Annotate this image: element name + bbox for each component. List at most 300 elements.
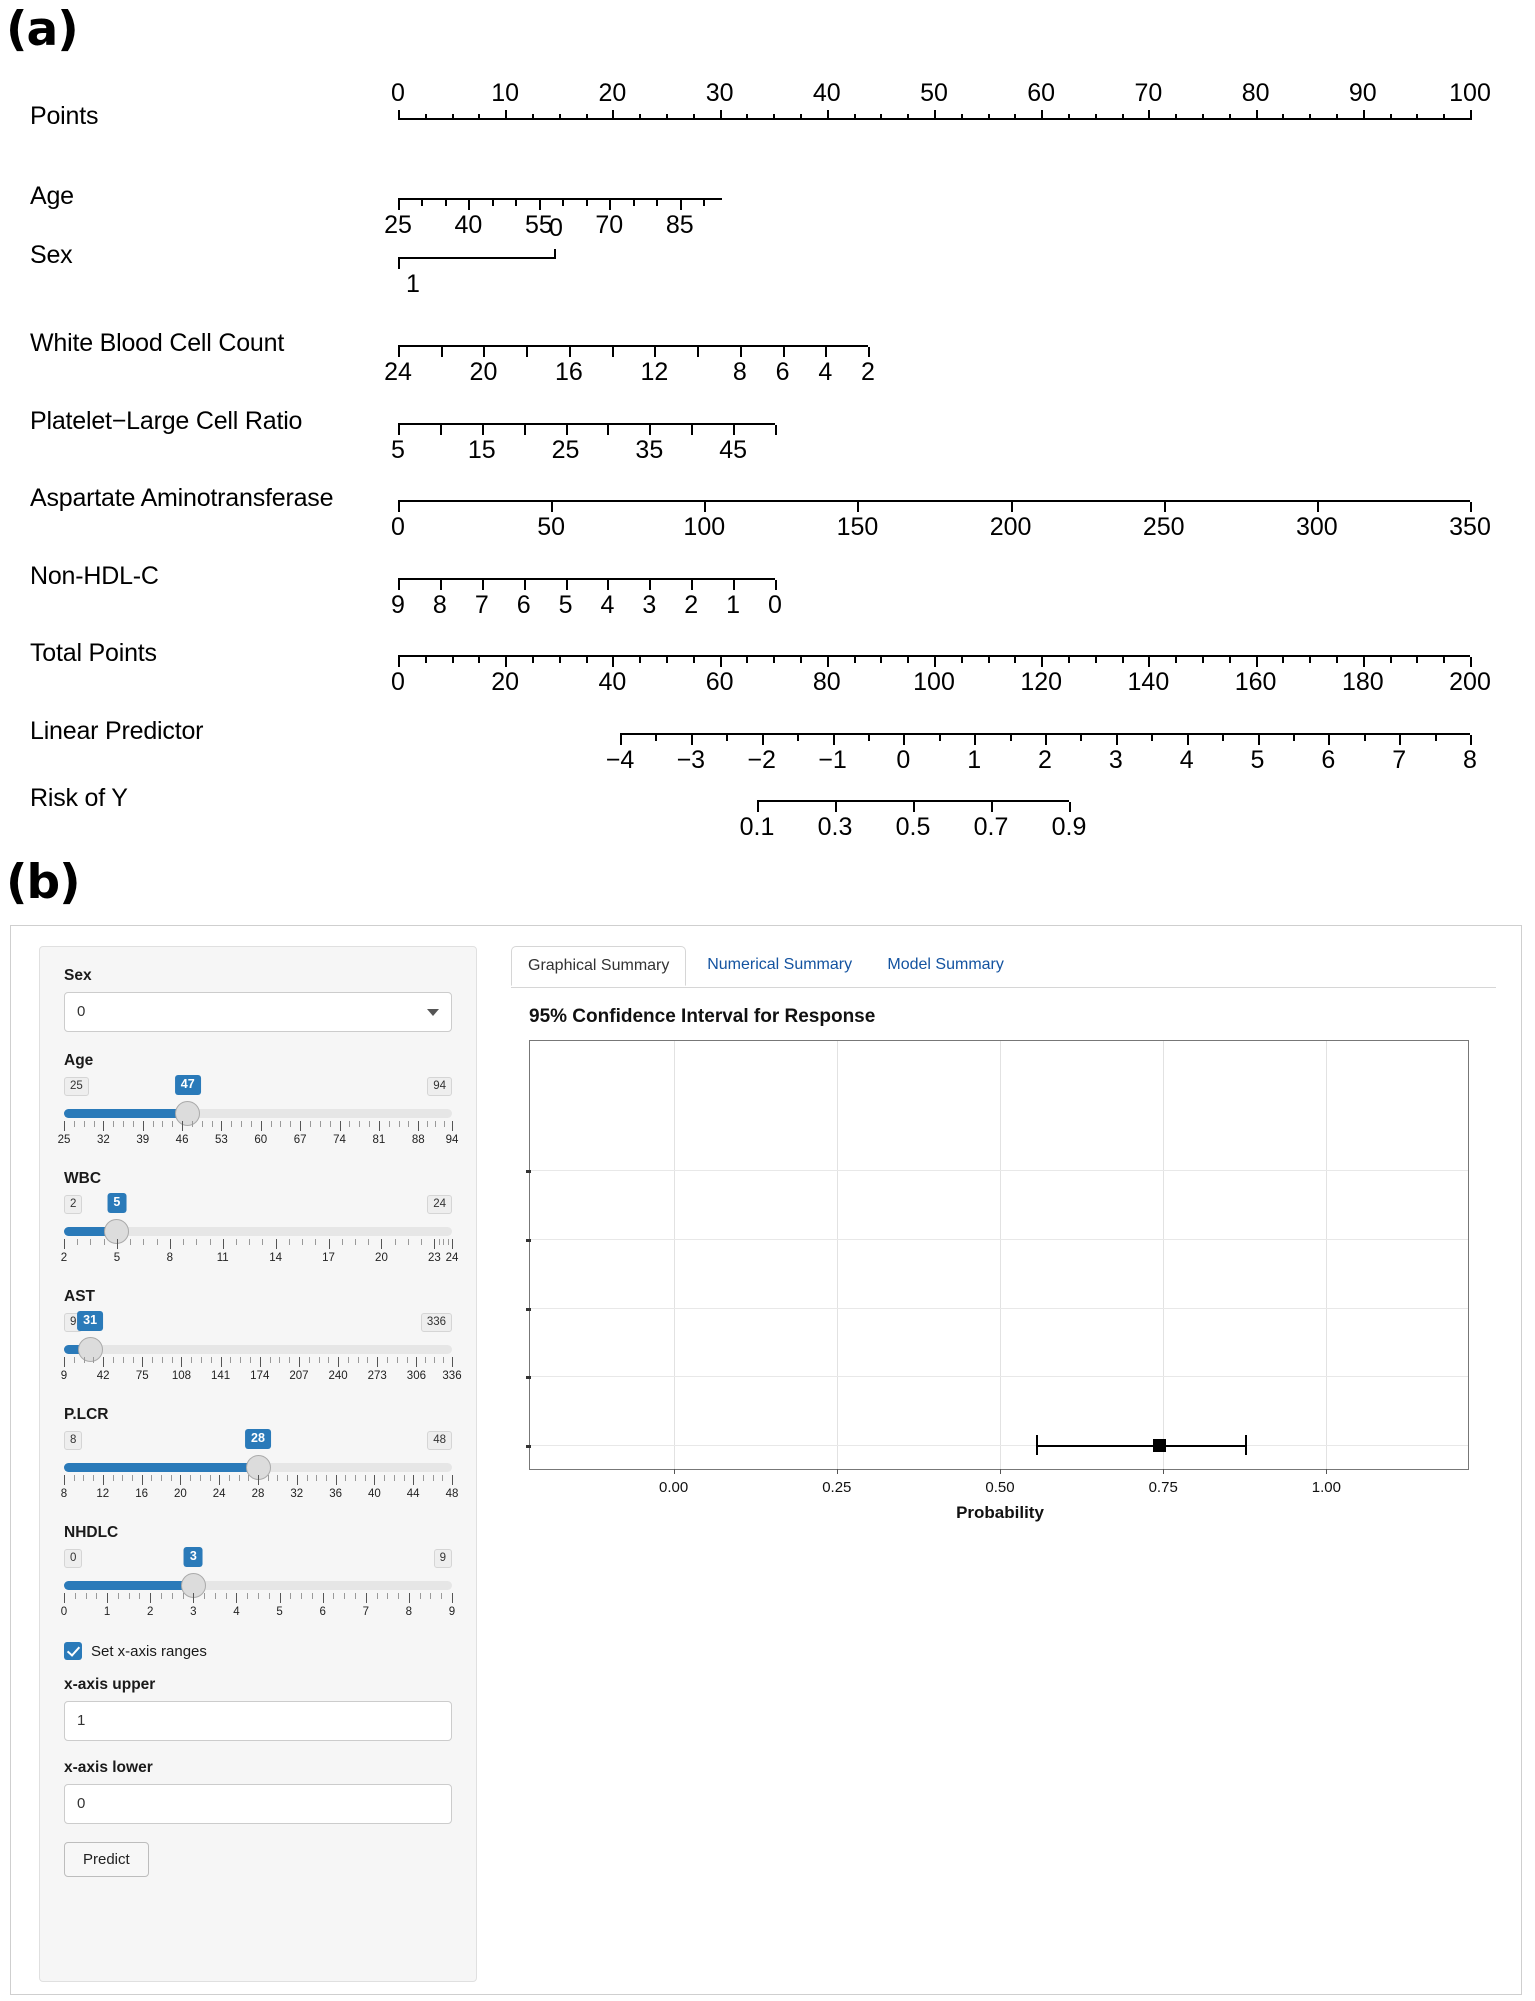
- slider-tick: [64, 1357, 65, 1367]
- plot-gridline-vertical: [1000, 1041, 1001, 1469]
- nomogram-tick-label: 1: [406, 270, 420, 298]
- nomogram-tick: [1317, 502, 1319, 512]
- slider-minor-tick: [348, 1357, 349, 1363]
- slider-track[interactable]: [64, 1345, 452, 1354]
- slider-minor-tick: [279, 1357, 280, 1363]
- slider-minor-tick: [90, 1239, 91, 1245]
- nomogram-tick: [468, 200, 470, 210]
- nomogram-minor-tick: [800, 657, 802, 663]
- slider-minor-tick: [309, 1357, 310, 1363]
- nomogram-minor-tick: [693, 657, 695, 663]
- slider-minor-tick: [289, 1357, 290, 1363]
- slider-area[interactable]: [60, 1431, 459, 1507]
- slider-minor-tick: [434, 1357, 435, 1363]
- slider-minor-tick: [387, 1593, 388, 1599]
- slider-minor-tick: [421, 1239, 422, 1245]
- tab-numerical-summary[interactable]: Numerical Summary: [707, 956, 853, 973]
- slider-tick-label: 207: [289, 1370, 309, 1382]
- slider-tick-label: 8: [166, 1252, 174, 1264]
- nomogram-minor-tick: [1202, 657, 1204, 663]
- nomogram-tick: [1041, 110, 1043, 120]
- slider-minor-tick: [191, 1357, 192, 1363]
- nomogram-minor-tick: [452, 657, 454, 663]
- slider-minor-tick: [355, 1475, 356, 1481]
- nomogram-tick-label: 0.3: [817, 813, 853, 841]
- slider-minor-tick: [74, 1475, 75, 1481]
- slider-age[interactable]: [57, 1052, 459, 1153]
- slider-minor-tick: [74, 1121, 75, 1127]
- nomogram-tick: [398, 200, 400, 210]
- nomogram-tick: [1470, 735, 1472, 745]
- nomogram-minor-tick: [532, 657, 534, 663]
- slider-minor-tick: [118, 1593, 119, 1599]
- slider-tick: [221, 1121, 222, 1131]
- plot-gridline-vertical: [837, 1041, 838, 1469]
- slider-tick-label: 67: [293, 1134, 307, 1146]
- confidence-interval-plot: [529, 1040, 1469, 1522]
- nomogram-minor-tick: [693, 114, 695, 120]
- nomogram-minor-tick: [746, 114, 748, 120]
- nomogram-tick-label: 40: [598, 668, 627, 696]
- nomogram-tick: [757, 802, 759, 812]
- slider-minor-tick: [271, 1121, 272, 1127]
- nomogram-tick: [569, 347, 571, 357]
- slider-label: NHDLC: [64, 1524, 119, 1541]
- slider-area[interactable]: [60, 1195, 459, 1271]
- nomogram-minor-tick: [478, 114, 480, 120]
- nomogram-tick: [1116, 735, 1118, 745]
- nomogram-tick: [1187, 735, 1189, 745]
- nomogram-tick: [733, 580, 735, 590]
- x-axis-lower-input[interactable]: 0: [64, 1784, 452, 1824]
- slider-tick-label: 240: [328, 1370, 348, 1382]
- slider-tick-label: 12: [96, 1488, 110, 1500]
- nomogram-tick-label: 350: [1449, 513, 1491, 541]
- nomogram-tick-label: 100: [1449, 79, 1491, 107]
- slider-minor-tick: [377, 1593, 378, 1599]
- slider-tick-label: 28: [251, 1488, 265, 1500]
- sex-label: Sex: [64, 967, 92, 984]
- nomogram-minor-tick: [961, 114, 963, 120]
- plot-x-tick: [837, 1469, 838, 1474]
- nomogram-tick-label: 45: [719, 436, 748, 464]
- slider-tick-label: 81: [372, 1134, 386, 1146]
- nomogram-tick-label: 24: [384, 358, 412, 386]
- nomogram-row-label: Linear Predictor: [30, 717, 204, 745]
- nomogram-tick-label: 15: [467, 436, 496, 464]
- sex-select[interactable]: [64, 992, 452, 1032]
- slider-minor-tick: [75, 1593, 76, 1599]
- nomogram-minor-tick: [797, 735, 799, 741]
- slider-minor-tick: [251, 1121, 252, 1127]
- slider-minor-tick: [407, 1357, 408, 1363]
- nomogram-tick-label: 12: [640, 358, 669, 386]
- slider-minor-tick: [408, 1121, 409, 1127]
- nomogram-tick-label: 5: [558, 591, 573, 619]
- x-axis-upper-group: [64, 1676, 452, 1741]
- nomogram-tick: [398, 110, 400, 120]
- slider-min-label: 25: [64, 1077, 89, 1096]
- nomogram-minor-tick: [559, 657, 561, 663]
- slider-minor-tick: [443, 1239, 444, 1245]
- slider-tick: [409, 1593, 410, 1603]
- nomogram-minor-tick: [1364, 735, 1366, 741]
- slider-minor-tick: [290, 1121, 291, 1127]
- slider-minor-tick: [96, 1593, 97, 1599]
- nomogram-tick-label: 20: [469, 358, 498, 386]
- slider-tick-label: 74: [333, 1134, 346, 1146]
- plot-gridline-horizontal: [530, 1239, 1468, 1240]
- slider-value-bubble: 47: [175, 1075, 201, 1095]
- slider-tick-label: 9: [448, 1606, 456, 1618]
- slider-tick: [143, 1121, 144, 1131]
- slider-minor-tick: [93, 1357, 94, 1363]
- nomogram-minor-tick: [586, 114, 588, 120]
- slider-minor-tick: [394, 1475, 395, 1481]
- nomogram-minor-tick: [421, 200, 423, 206]
- slider-tick-label: 25: [57, 1134, 71, 1146]
- nomogram-tick: [1363, 110, 1365, 120]
- x-axis-upper-input[interactable]: 1: [64, 1701, 452, 1741]
- nomogram-tick-label: 7: [474, 591, 489, 619]
- nomogram-tick: [609, 200, 611, 210]
- nomogram-minor-tick: [1336, 657, 1338, 663]
- slider-minor-tick: [133, 1357, 134, 1363]
- nomogram-tick-label: 4: [600, 591, 615, 619]
- ci-point-estimate-marker: [1153, 1439, 1166, 1452]
- slider-area[interactable]: [60, 1549, 456, 1625]
- plot-gridline-horizontal: [530, 1376, 1468, 1377]
- slider-minor-tick: [123, 1357, 124, 1363]
- nomogram-tick: [1470, 657, 1472, 667]
- slider-minor-tick: [316, 1475, 317, 1481]
- slider-minor-tick: [104, 1239, 105, 1245]
- slider-minor-tick: [151, 1475, 152, 1481]
- nomogram-tick: [649, 425, 651, 435]
- slider-tick-label: 20: [173, 1488, 187, 1500]
- slider-minor-tick: [113, 1475, 114, 1481]
- nomogram-minor-tick: [1282, 114, 1284, 120]
- plot-gridline-vertical: [674, 1041, 675, 1469]
- nomogram-tick: [1258, 735, 1260, 745]
- nomogram-tick-label: 8: [432, 591, 447, 619]
- nomogram-row-label: Aspartate Aminotransferase: [30, 484, 334, 512]
- nomogram-tick-label: 300: [1295, 513, 1338, 541]
- slider-minor-tick: [130, 1239, 131, 1245]
- slider-minor-tick: [161, 1593, 162, 1599]
- nomogram-panel: [0, 0, 1535, 880]
- slider-minor-tick: [326, 1475, 327, 1481]
- nomogram-row-label: Total Points: [30, 639, 157, 667]
- slider-minor-tick: [172, 1121, 173, 1127]
- slider-tick: [340, 1121, 341, 1131]
- slider-minor-tick: [355, 1239, 356, 1245]
- slider-tick-label: 5: [113, 1252, 121, 1264]
- slider-min-label: 9: [64, 1313, 82, 1332]
- slider-area[interactable]: [60, 1313, 462, 1389]
- slider-nhdlc[interactable]: [60, 1524, 456, 1625]
- slider-ast[interactable]: [60, 1288, 462, 1389]
- nomogram-axis: [391, 578, 782, 619]
- slider-minor-tick: [345, 1475, 346, 1481]
- nomogram-row-label: Non-HDL-C: [30, 562, 159, 590]
- slider-tick: [381, 1239, 382, 1249]
- slider-tick-label: 9: [60, 1370, 68, 1382]
- nomogram-tick: [1256, 657, 1258, 667]
- plot-x-tick-label: 0.00: [659, 1479, 689, 1496]
- slider-tick: [64, 1593, 65, 1603]
- slider-minor-tick: [200, 1475, 201, 1481]
- nomogram-minor-tick: [1309, 657, 1311, 663]
- slider-minor-tick: [280, 1121, 281, 1127]
- slider-minor-tick: [93, 1475, 94, 1481]
- slider-tick: [300, 1121, 301, 1131]
- nomogram-tick-label: 100: [913, 668, 955, 696]
- nomogram-tick-label: 85: [665, 211, 694, 239]
- slider-tick-label: 46: [175, 1134, 189, 1146]
- slider-minor-tick: [287, 1475, 288, 1481]
- nomogram-tick-label: 0: [768, 591, 782, 619]
- slider-minor-tick: [183, 1239, 184, 1245]
- slider-minor-tick: [398, 1593, 399, 1599]
- slider-tick: [413, 1475, 414, 1485]
- nomogram-tick-label: 80: [1241, 79, 1270, 107]
- slider-minor-tick: [153, 1121, 154, 1127]
- slider-minor-tick: [83, 1475, 84, 1481]
- slider-tick: [377, 1357, 378, 1367]
- tab-graphical-summary[interactable]: Graphical Summary: [511, 946, 686, 986]
- nomogram-tick-label: 6: [516, 591, 531, 619]
- nomogram-tick: [680, 200, 682, 210]
- slider-tick-label: 24: [212, 1488, 226, 1500]
- slider-minor-tick: [289, 1239, 290, 1245]
- nomogram-minor-tick: [562, 200, 564, 206]
- slider-wbc[interactable]: [60, 1170, 459, 1271]
- nomogram-tick-label: 30: [705, 79, 734, 107]
- slider-minor-tick: [201, 1357, 202, 1363]
- slider-tick-label: 306: [406, 1370, 426, 1382]
- slider-tick-label: 32: [290, 1488, 304, 1500]
- nomogram-tick: [991, 802, 993, 812]
- nomogram-tick: [1045, 735, 1047, 745]
- slider-tick: [366, 1593, 367, 1603]
- slider-tick: [452, 1475, 453, 1485]
- slider-minor-tick: [397, 1357, 398, 1363]
- nomogram-tick: [857, 502, 859, 512]
- nomogram-axis: [384, 345, 875, 386]
- nomogram-minor-tick: [445, 200, 447, 206]
- nomogram-minor-tick: [939, 735, 941, 741]
- nomogram-tick-label: 120: [1020, 668, 1063, 696]
- sidebar-inputs: [39, 946, 477, 1982]
- nomogram-tick-label: 60: [1027, 79, 1056, 107]
- slider-tick: [181, 1357, 182, 1367]
- nomogram-tick-label: 6: [1321, 746, 1336, 774]
- slider-minor-tick: [212, 1121, 213, 1127]
- slider-tick-label: 48: [445, 1488, 459, 1500]
- shiny-app-panel: [10, 925, 1522, 1995]
- slider-label: Age: [64, 1052, 94, 1069]
- nomogram-tick-label: 10: [491, 79, 520, 107]
- plot-y-tick: [526, 1376, 531, 1379]
- slider-tick-label: 32: [96, 1134, 110, 1146]
- set-x-axis-ranges-label: Set x-axis ranges: [91, 1642, 207, 1660]
- nomogram-minor-tick: [1095, 657, 1097, 663]
- slider-p-lcr[interactable]: [60, 1406, 459, 1507]
- nomogram-tick: [835, 802, 837, 812]
- nomogram-minor-tick: [586, 657, 588, 663]
- nomogram-tick: [775, 425, 777, 435]
- nomogram-minor-tick: [907, 114, 909, 120]
- nomogram-tick: [1011, 502, 1013, 512]
- slider-minor-tick: [84, 1357, 85, 1363]
- nomogram-minor-tick: [656, 200, 658, 206]
- slider-minor-tick: [269, 1593, 270, 1599]
- slider-minor-tick: [139, 1593, 140, 1599]
- plot-x-axis-title: Probability: [956, 1503, 1044, 1522]
- nomogram-minor-tick: [907, 657, 909, 663]
- set-x-axis-ranges-checkbox[interactable]: [64, 1642, 82, 1660]
- nomogram-axis: [391, 79, 1491, 120]
- slider-tick: [452, 1121, 453, 1131]
- tab-model-summary[interactable]: Model Summary: [887, 956, 1004, 973]
- nomogram-tick-label: 3: [642, 591, 657, 619]
- slider-tick-label: 44: [406, 1488, 420, 1500]
- slider-minor-tick: [84, 1121, 85, 1127]
- set-x-axis-ranges-row[interactable]: [64, 1642, 452, 1660]
- nomogram-minor-tick: [425, 657, 427, 663]
- slider-max-label: 48: [427, 1431, 452, 1450]
- nomogram-tick: [440, 580, 442, 590]
- nomogram-tick: [1148, 657, 1150, 667]
- slider-minor-tick: [301, 1593, 302, 1599]
- nomogram-tick-label: 250: [1142, 513, 1185, 541]
- predict-button[interactable]: Predict: [64, 1842, 149, 1877]
- plot-x-tick: [1326, 1469, 1327, 1474]
- plot-x-tick-label: 1.00: [1311, 1479, 1341, 1496]
- nomogram-minor-tick: [492, 200, 494, 206]
- nomogram-tick-label: 9: [391, 591, 405, 619]
- nomogram-tick: [704, 502, 706, 512]
- slider-tick: [261, 1121, 262, 1131]
- nomogram-tick: [649, 580, 651, 590]
- slider-minor-tick: [236, 1239, 237, 1245]
- slider-minor-tick: [312, 1593, 313, 1599]
- nomogram-minor-tick: [1229, 657, 1231, 663]
- slider-min-label: 8: [64, 1431, 82, 1450]
- nomogram-tick-label: 3: [1108, 746, 1123, 774]
- nomogram-tick-label: 20: [491, 668, 520, 696]
- nomogram-axis: [384, 198, 722, 239]
- nomogram-minor-tick: [1229, 114, 1231, 120]
- nomogram-tick-label: 100: [683, 513, 726, 541]
- nomogram-tick: [539, 200, 541, 210]
- slider-tick: [219, 1475, 220, 1485]
- nomogram-tick-label: 0.1: [739, 813, 775, 841]
- slider-minor-tick: [240, 1357, 241, 1363]
- nomogram-minor-tick: [1435, 735, 1437, 741]
- nomogram-minor-tick: [1282, 657, 1284, 663]
- nomogram-tick: [554, 249, 556, 259]
- nomogram-tick: [903, 735, 905, 745]
- slider-minor-tick: [333, 1593, 334, 1599]
- main-content: [511, 946, 1496, 1522]
- slider-minor-tick: [258, 1593, 259, 1599]
- nomogram-tick-label: 5: [1250, 746, 1265, 774]
- nomogram-minor-tick: [1175, 657, 1177, 663]
- nomogram-tick-label: 1: [726, 591, 741, 619]
- slider-tick: [260, 1357, 261, 1367]
- slider-ticks: [64, 1121, 452, 1132]
- slider-minor-tick: [439, 1239, 440, 1245]
- sliders-container: [57, 1052, 462, 1625]
- nomogram-minor-tick: [515, 200, 517, 206]
- slider-max-label: 94: [427, 1077, 452, 1096]
- slider-tick: [142, 1475, 143, 1485]
- nomogram-tick-label: 50: [537, 513, 566, 541]
- slider-minor-tick: [202, 1121, 203, 1127]
- slider-tick: [103, 1475, 104, 1485]
- nomogram-tick-label: −2: [747, 746, 776, 774]
- slider-tick: [299, 1357, 300, 1367]
- slider-tick: [117, 1239, 118, 1249]
- slider-minor-tick: [113, 1121, 114, 1127]
- nomogram-tick-label: 70: [1134, 79, 1163, 107]
- nomogram-minor-tick: [854, 657, 856, 663]
- nomogram-tick: [762, 735, 764, 745]
- slider-area[interactable]: [57, 1077, 459, 1153]
- slider-tick-label: 108: [171, 1370, 192, 1382]
- nomogram-tick: [440, 425, 442, 435]
- nomogram-tick: [783, 347, 785, 357]
- slider-max-label: 336: [421, 1313, 452, 1332]
- nomogram-minor-tick: [773, 114, 775, 120]
- slider-tick-label: 16: [135, 1488, 148, 1500]
- confidence-interval-line: [1036, 1445, 1245, 1447]
- slider-tick-label: 17: [322, 1252, 335, 1264]
- slider-minor-tick: [349, 1121, 350, 1127]
- slider-tick: [64, 1475, 65, 1485]
- nomogram-tick-label: −3: [676, 746, 706, 774]
- nomogram-minor-tick: [532, 114, 534, 120]
- nomogram-minor-tick: [639, 114, 641, 120]
- nomogram-tick: [607, 425, 609, 435]
- slider-minor-tick: [270, 1357, 271, 1363]
- plot-title: 95% Confidence Interval for Response: [529, 1006, 876, 1027]
- nomogram-tick: [691, 580, 693, 590]
- nomogram-tick-label: 0.5: [895, 813, 931, 841]
- slider-tick-label: 141: [211, 1370, 231, 1382]
- slider-minor-tick: [226, 1593, 227, 1599]
- slider-minor-tick: [190, 1475, 191, 1481]
- nomogram-tick-label: 40: [812, 79, 841, 107]
- slider-max-label: 9: [434, 1549, 452, 1568]
- slider-minor-tick: [231, 1121, 232, 1127]
- slider-minor-tick: [425, 1357, 426, 1363]
- slider-tick: [221, 1357, 222, 1367]
- slider-minor-tick: [420, 1593, 421, 1599]
- nomogram-tick: [697, 347, 699, 357]
- slider-minor-tick: [215, 1593, 216, 1599]
- nomogram-minor-tick: [1151, 735, 1153, 741]
- nomogram-tick-label: 35: [635, 436, 664, 464]
- slider-minor-tick: [315, 1239, 316, 1245]
- slider-value-bubble: 28: [245, 1429, 271, 1449]
- slider-ticks: [64, 1239, 452, 1250]
- slider-minor-tick: [444, 1121, 445, 1127]
- slider-minor-tick: [328, 1357, 329, 1363]
- slider-tick-label: 273: [367, 1370, 387, 1382]
